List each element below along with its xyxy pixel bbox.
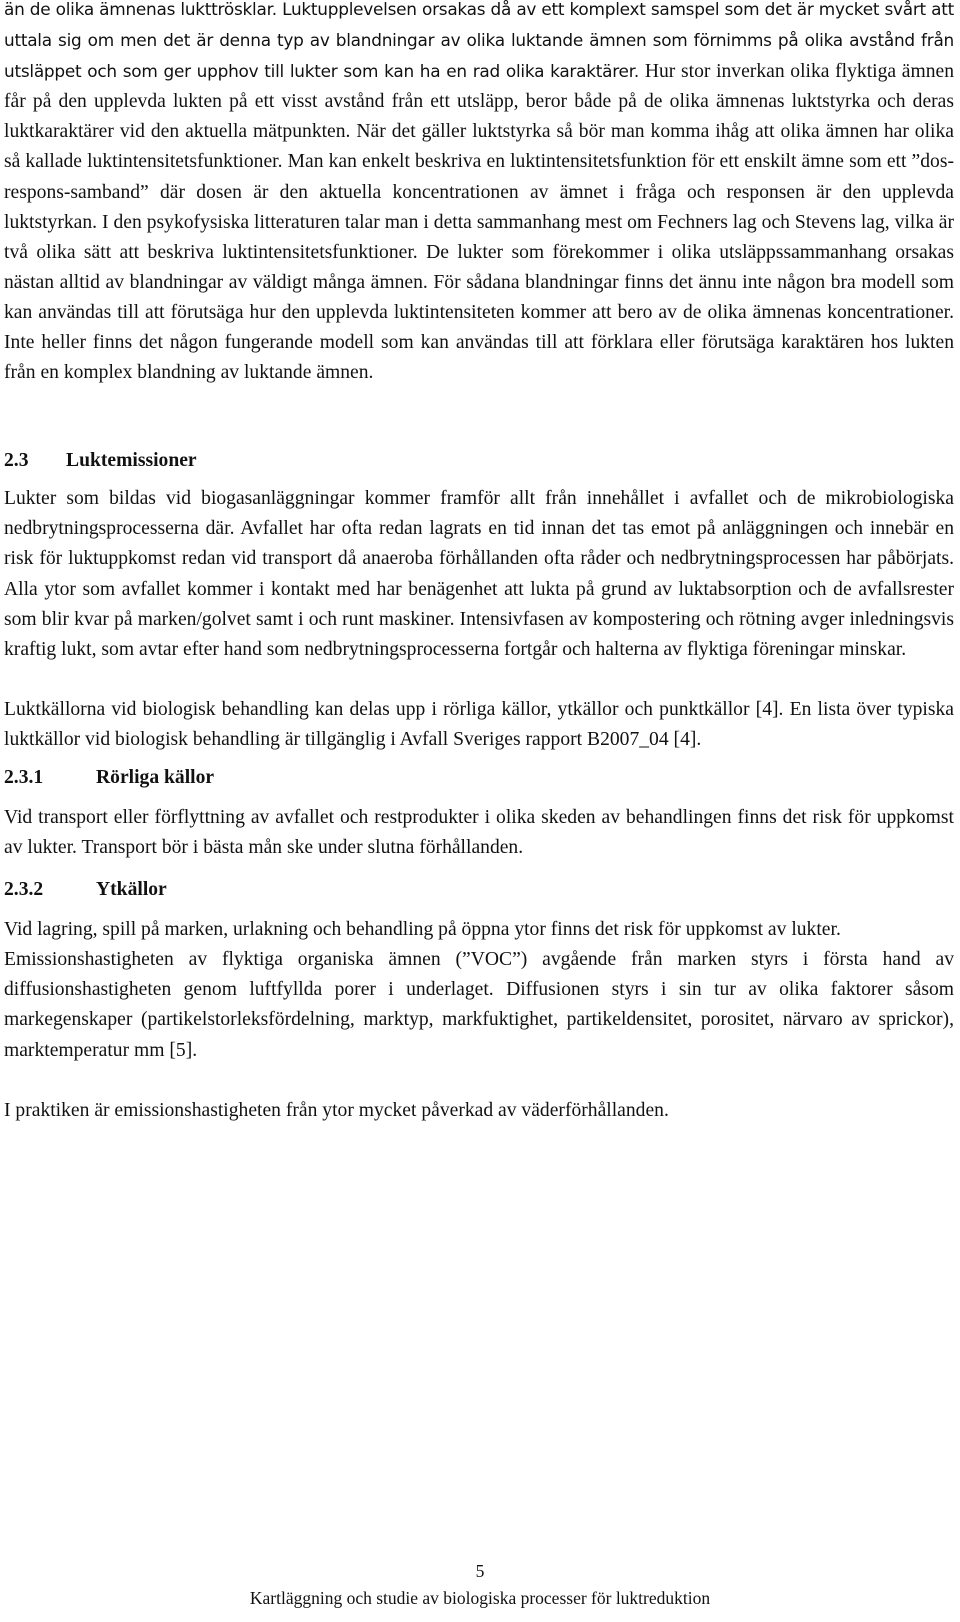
- intro-sans-text-2: Luktupplevelsen orsakas då av ett komplext samspel som det är mycket svårt att uttala sig om men det är denna typ av blandningar av olika luktande ämnen som förnimms på olika avstånd från utsläppet och som ger upphov till lukter som kan ha en rad olika karaktärer.: [4, 0, 954, 82]
- section-title: Ytkällor: [96, 879, 167, 901]
- section-heading-2-3: [4, 446, 954, 476]
- paragraph-rorliga-kallor: Vid transport eller förflyttning av avfallet och restprodukter i olika skeden av behandlingen finns det risk för uppkomst av lukter. Transport bör i bästa mån ske under slutna förhållanden.: [4, 806, 954, 859]
- page-footer: [0, 1558, 960, 1612]
- intro-paragraph: [4, 0, 954, 388]
- paragraph-luktemissioner-1: Lukter som bildas vid biogasanläggningar kommer framför allt från innehållet i avfallet och de mikrobiologiska nedbrytningsprocesserna där. Avfallet har ofta redan lagrats en tid innan det tas emot på anläggningen och innebär en risk för luktuppkomst redan vid transport då anaeroba förhållanden ofta råder och nedbrytningsprocessen har påbörjats. Alla ytor som avfallet kommer i kontakt med har benägenhet att lukta på grund av luktabsorption och de avfallsrester som blir kvar på marken/golvet samt i och runt maskiner. Intensivfasen av kompostering och rötning avger inledningsvis kraftig lukt, som avtar efter hand som nedbrytningsprocesserna fortgår och halterna av flyktiga föreningar minskar.: [4, 488, 954, 660]
- section-number: 2.3.1: [4, 766, 44, 788]
- section-title: Rörliga källor: [96, 766, 215, 788]
- section-title: Luktemissioner: [66, 450, 197, 472]
- paragraph-ytkallor-2: Emissionshastigheten av flyktiga organiska ämnen (”VOC”) avgående från marken styrs i första hand av diffusionshastigheten genom luftfyllda porer i underlaget. Diffusionen styrs i sin tur av olika faktorer såsom markegenskaper (partikelstorleksfördelning, marktyp, markfuktighet, partikeldensitet, porositet, närvaro av sprickor), marktemperatur mm [5].: [4, 949, 954, 1061]
- section-heading-2-3-1: [4, 763, 954, 793]
- section-heading-2-3-2: [4, 875, 954, 905]
- intro-serif-text: Hur stor inverkan olika flyktiga ämnen får på den upplevda lukten på ett visst avstånd från ett utsläpp, beror både på de olika ämnenas luktstyrka och deras luktkaraktärer vid den aktuella mätpunkten. När det gäller luktstyrka så bör man komma ihåg att olika ämnen har olika så kallade luktintensitetsfunktioner. Man kan enkelt beskriva en luktintensitetsfunktion för ett enskilt ämne som ett ”dos-respons-samband” där dosen är den aktuella koncentrationen av ämnet i fråga och responsen är den upplevda luktstyrkan. I den psykofysiska litteraturen talar man i detta sammanhang mest om Fechners lag och Stevens lag, vilka är två olika sätt att beskriva luktintensitetsfunktioner. De lukter som förekommer i olika utsläppssammanhang orsakas nästan alltid av blandningar av väldigt många ämnen. För sådana blandningar finns det ännu inte någon bra modell som kan användas till att förutsäga hur den upplevda luktintensiteten kommer att bero av de olika ämnenas koncentrationer. Inte heller finns det någon fungerande modell som kan användas till att förklara eller förutsäga karaktären hos lukten från en komplex blandning av luktande ämnen.: [4, 61, 954, 384]
- report-title: Kartläggning och studie av biologiska processer för luktreduktion: [249, 1588, 711, 1608]
- paragraph-ytkallor-3: I praktiken är emissionshastigheten från ytor mycket påverkad av väderförhållanden.: [4, 1099, 669, 1121]
- document-page: [4, 0, 954, 1126]
- section-number: 2.3.2: [4, 879, 44, 901]
- paragraph-luktemissioner-2: Luktkällorna vid biologisk behandling kan delas upp i rörliga källor, ytkällor och punktkällor [4]. En lista över typiska luktkällor vid biologisk behandling är tillgänglig i Avfall Sveriges rapport B2007_04 [4].: [4, 698, 954, 750]
- page-number: 5: [475, 1561, 485, 1581]
- section-number: 2.3: [4, 450, 29, 472]
- intro-sans-text: än de olika ämnenas lukttrösklar.: [4, 0, 283, 19]
- paragraph-ytkallor-1: Vid lagring, spill på marken, urlakning och behandling på öppna ytor finns det risk för uppkomst av lukter.: [4, 919, 841, 941]
